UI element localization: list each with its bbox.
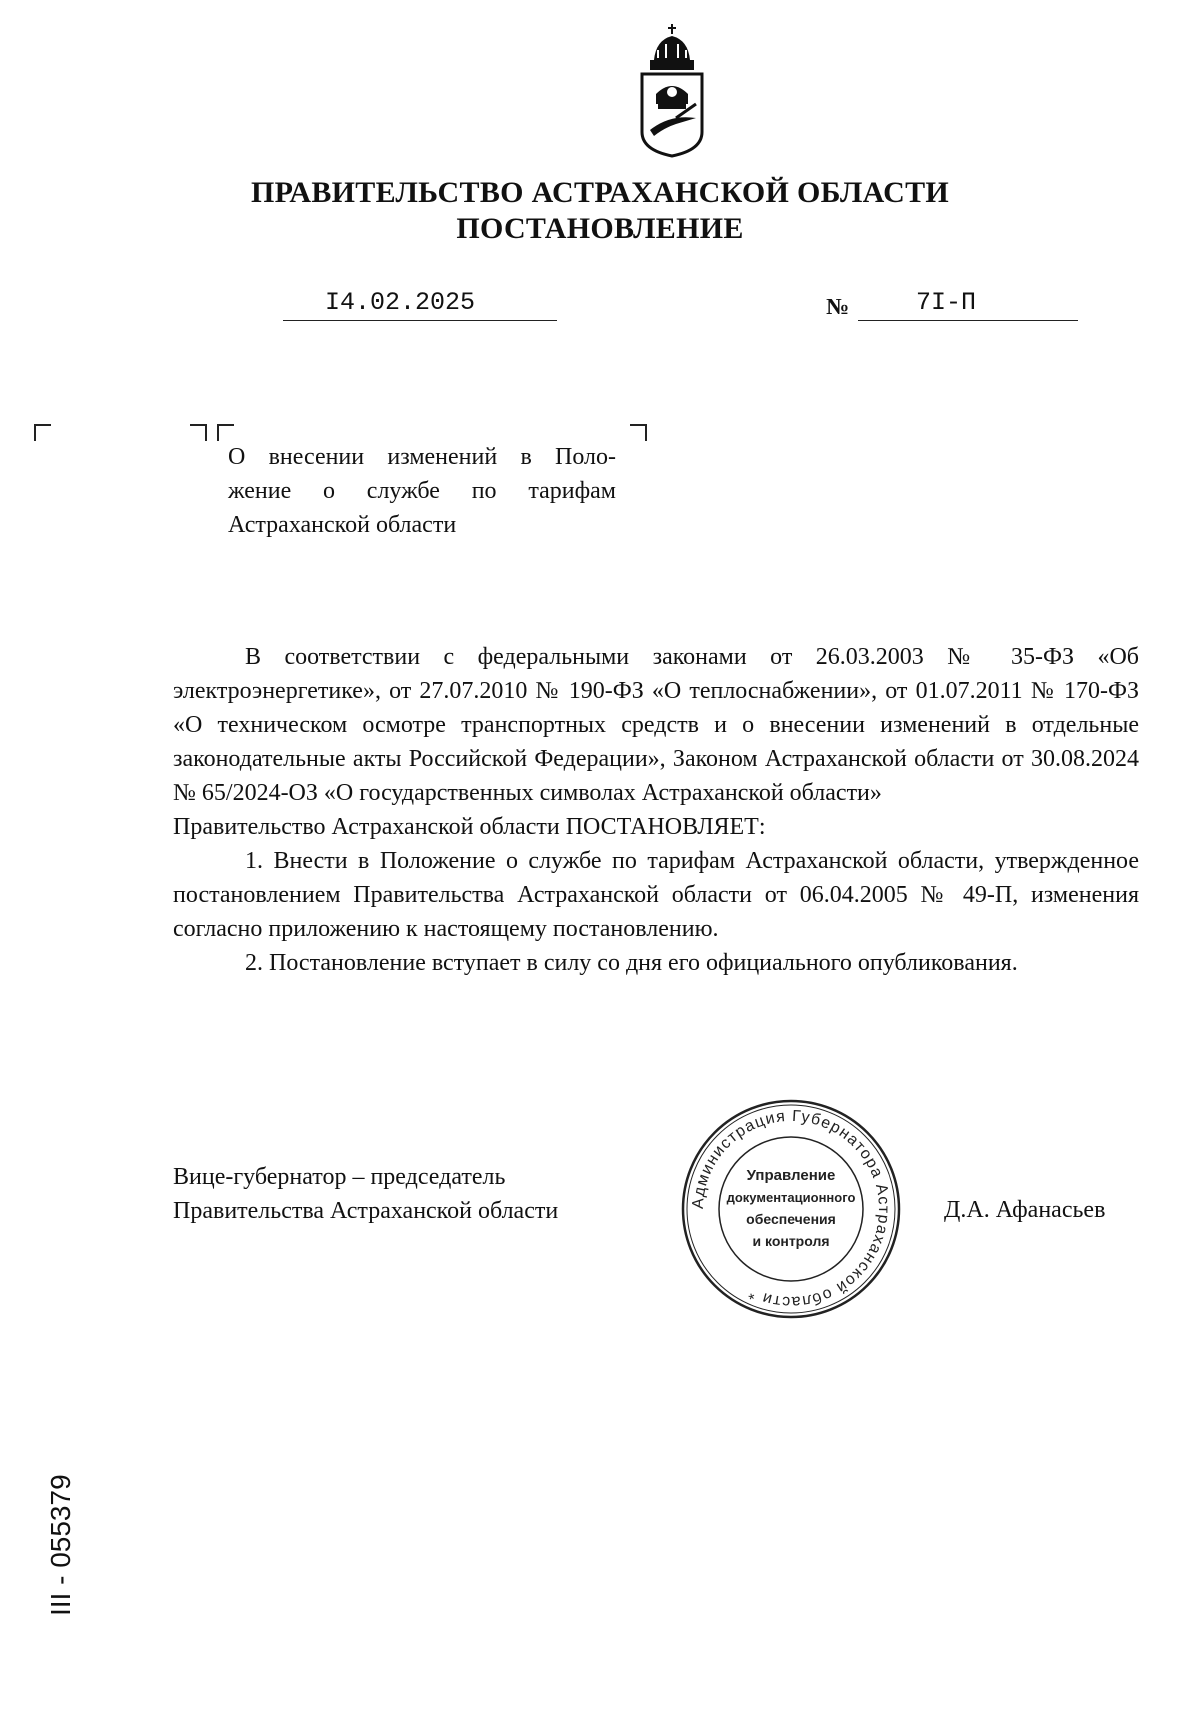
document-number: 7I-П [916, 288, 977, 317]
stamp-ring-text: Администрация Губернатора Астраханской области * [689, 1107, 893, 1311]
subject-line: О внесении изменений в Поло- [228, 444, 616, 470]
corner-mark-right [630, 424, 647, 441]
coat-of-arms-emblem [636, 22, 708, 160]
number-sign: № [826, 294, 850, 319]
document-subject [228, 440, 616, 542]
corner-mark [217, 424, 234, 441]
item-2-paragraph: 2. Постановление вступает в силу со дня его официального опубликования. [245, 950, 1018, 976]
stamp-center-line: документационного [726, 1190, 856, 1205]
document-body [173, 640, 1139, 980]
stamp-center-line: Управление [746, 1167, 836, 1184]
preamble-paragraph: В соответствии с федеральными законами от 26.03.2003 № 35-ФЗ «Об электроэнергетике», от 27.07.2010 № 190-ФЗ «О теплоснабжении», от 01.07.2011 № 170-ФЗ «О техническом осмотре транспортных средств и о внесении изменений в отдельные законодательные акты Российской Федерации», Законом Астраханской области от 30.08.2024 № 65/2024-ОЗ «О государственных символах Астраханской области» [173, 644, 1139, 806]
government-title: ПРАВИТЕЛЬСТВО АСТРАХАНСКОЙ ОБЛАСТИ [250, 176, 950, 209]
position-line: Вице-губернатор – председатель [173, 1164, 506, 1190]
corner-mark [190, 424, 207, 441]
document-date: I4.02.2025 [325, 288, 476, 317]
signatory-position [173, 1160, 558, 1228]
position-line: Правительства Астраханской области [173, 1198, 559, 1224]
serial-number-text: III - 055379 [45, 1474, 76, 1616]
subject-line: жение о службе по тарифам [228, 478, 616, 504]
resolves-line: Правительство Астраханской области ПОСТАНОВЛЯЕТ: [173, 814, 766, 840]
number-field [858, 288, 1078, 321]
item-1-paragraph: 1. Внести в Положение о службе по тарифам Астраханской области, утвержденное постановлением Правительства Астраханской области от 06.04.2005 № 49-П, изменения согласно приложению к настоящему постановлению. [173, 848, 1139, 942]
date-field [283, 288, 557, 321]
svg-text:Администрация Губернатора Астр [690, 1108, 892, 1310]
serial-number [40, 1390, 80, 1620]
signatory-name: Д.А. Афанасьев [944, 1197, 1106, 1223]
corner-mark-left [34, 424, 51, 441]
subject-line: Астраханской области [228, 512, 457, 538]
stamp-center-line: и контроля [752, 1233, 830, 1249]
official-stamp [680, 1098, 902, 1320]
stamp-center-line: обеспечения [746, 1211, 836, 1227]
document-type-title: ПОСТАНОВЛЕНИЕ [456, 212, 744, 245]
